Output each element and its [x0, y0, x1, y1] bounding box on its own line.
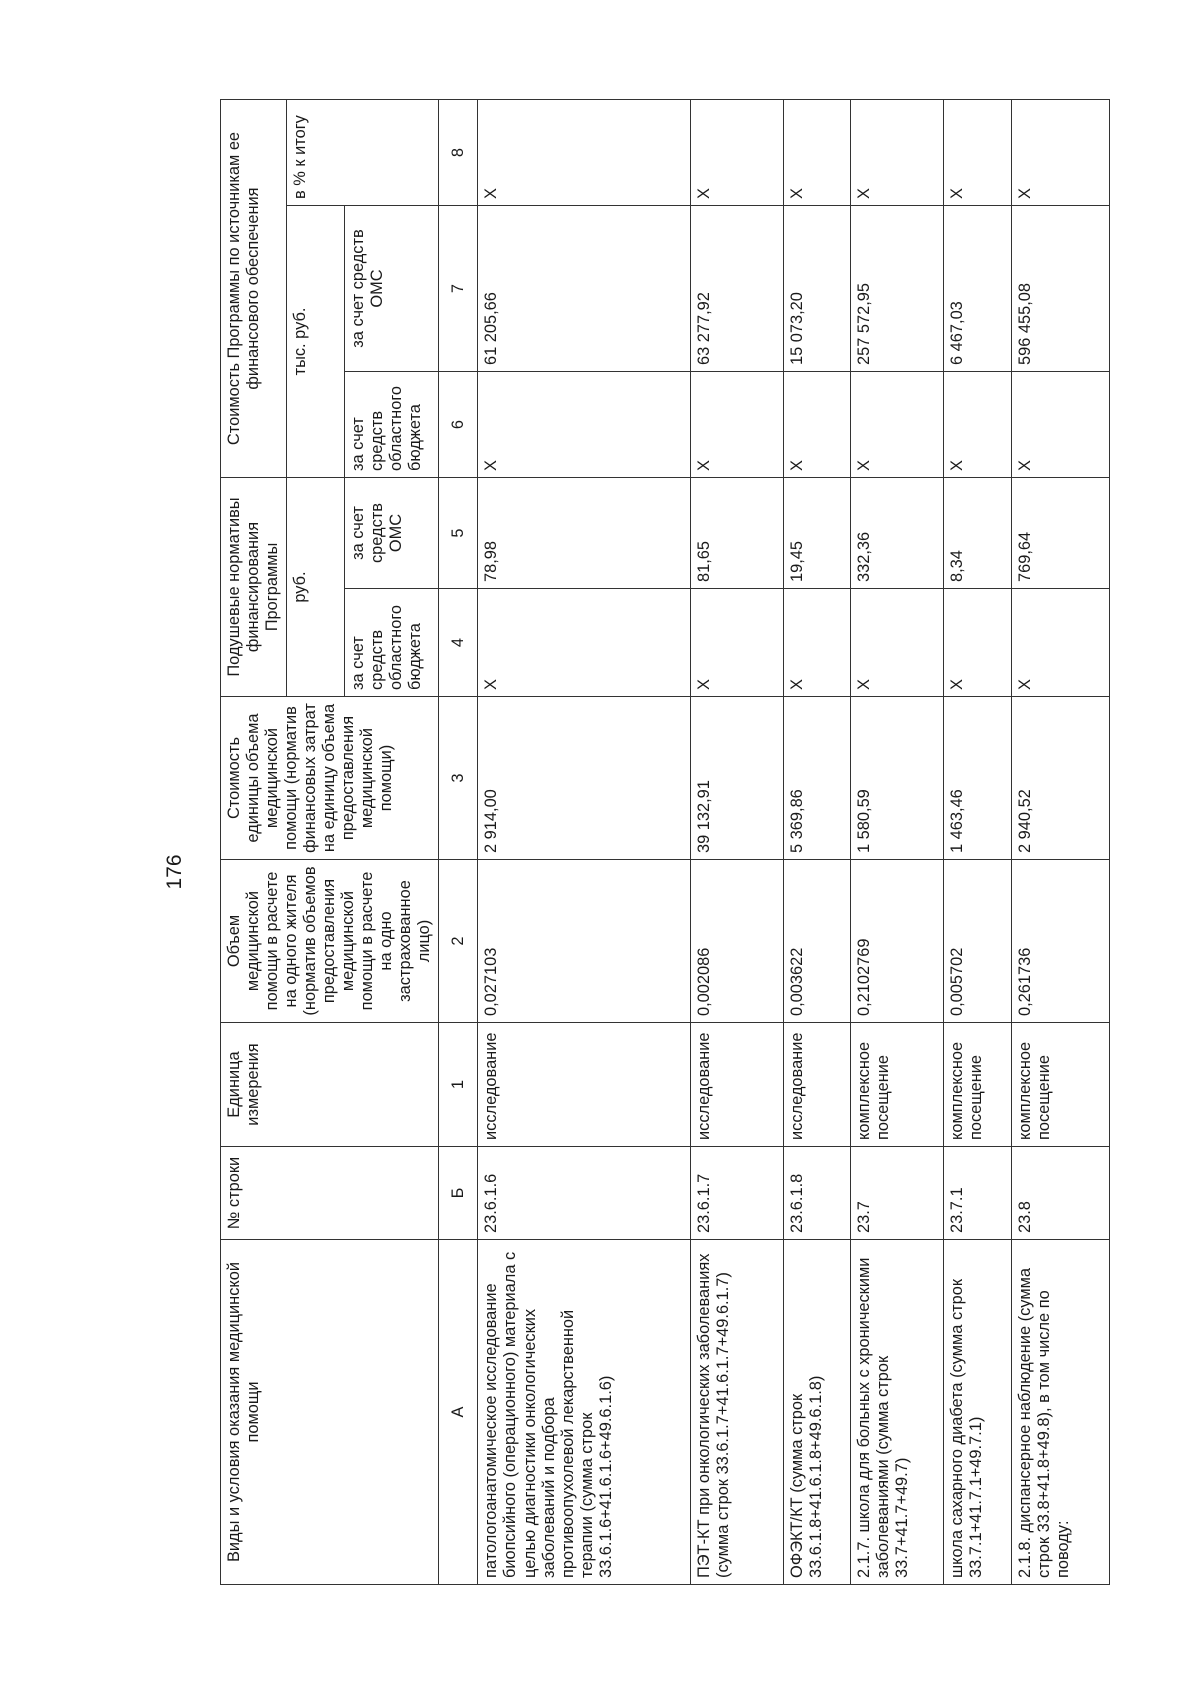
row-norm-budget: X — [851, 589, 944, 697]
row-cost-oms: 257 572,95 — [851, 206, 944, 372]
header-col-3: Стоимость единицы объема медицинской помощи (норматив финансовых затрат на единицу объема предоставления медицинской помощи) — [221, 697, 439, 860]
row-cost-budget: X — [691, 372, 784, 478]
row-description: патологоанатомическое исследование биопсийного (операционного) материала с целью диагностики онкологических заболеваний и подбора противоопухолевой лекарственной терапии (сумма строк 33.6.1.6+41.6.1.6+49.6.1.6) — [478, 1240, 691, 1585]
header-cost-oms: за счет средств ОМС — [345, 206, 439, 372]
row-norm-budget: X — [478, 589, 691, 697]
row-pct: X — [851, 100, 944, 206]
row-norm-budget: X — [691, 589, 784, 697]
row-volume: 0,003622 — [783, 860, 850, 1023]
rotated-table-container — [220, 100, 1080, 1585]
row-cost-budget: X — [943, 372, 1011, 478]
row-norm-budget: X — [1012, 589, 1110, 697]
row-description: ПЭТ-КТ при онкологических заболеваниях (сумма строк 33.6.1.7+41.6.1.7+49.6.1.7) — [691, 1240, 784, 1585]
row-cost-budget: X — [478, 372, 691, 478]
header-col-1: Единица измерения — [221, 1023, 439, 1147]
row-description: школа сахарного диабета (сумма строк 33.7.1+41.7.1+49.7.1) — [943, 1240, 1011, 1585]
row-unit: комплексное посещение — [943, 1023, 1011, 1147]
row-unit: исследование — [478, 1023, 691, 1147]
row-unit-cost: 1 463,46 — [943, 697, 1011, 860]
row-volume: 0,002086 — [691, 860, 784, 1023]
row-norm-oms: 8,34 — [943, 478, 1011, 589]
row-unit-cost: 2 914,00 — [478, 697, 691, 860]
header-col-b: № строки — [221, 1147, 439, 1240]
row-unit: комплексное посещение — [1012, 1023, 1110, 1147]
row-description: 2.1.7. школа для больных с хроническими заболеваниями (сумма строк 33.7+41.7+49.7) — [851, 1240, 944, 1585]
row-unit: комплексное посещение — [851, 1023, 944, 1147]
index-cell: 8 — [439, 100, 478, 206]
table-row — [943, 100, 1011, 1585]
index-cell: 6 — [439, 372, 478, 478]
index-cell: Б — [439, 1147, 478, 1240]
row-volume: 0,027103 — [478, 860, 691, 1023]
row-number: 23.7 — [851, 1147, 944, 1240]
index-cell: А — [439, 1240, 478, 1585]
header-norm-budget: за счет средств областного бюджета — [345, 589, 439, 697]
header-cost-budget: за счет средств областного бюджета — [345, 372, 439, 478]
row-number: 23.6.1.7 — [691, 1147, 784, 1240]
row-description: 2.1.8. диспансерное наблюдение (сумма строк 33.8+41.8+49.8), в том числе по поводу: — [1012, 1240, 1110, 1585]
row-cost-oms: 6 467,03 — [943, 206, 1011, 372]
row-norm-oms: 81,65 — [691, 478, 784, 589]
index-cell: 7 — [439, 206, 478, 372]
header-group-norms: Подушевые нормативы финансирования Программы — [221, 478, 287, 697]
row-norm-budget: X — [783, 589, 850, 697]
row-cost-oms: 596 455,08 — [1012, 206, 1110, 372]
page-number: 176 — [163, 854, 186, 890]
header-col-2: Объем медицинской помощи в расчете на одного жителя (норматив объемов предоставления медицинской помощи в расчете на одно застрахованное лицо) — [221, 860, 439, 1023]
row-pct: X — [691, 100, 784, 206]
index-cell: 4 — [439, 589, 478, 697]
table-row — [783, 100, 850, 1585]
index-cell: 3 — [439, 697, 478, 860]
header-cost-unit: тыс. руб. — [287, 206, 345, 478]
row-volume: 0,005702 — [943, 860, 1011, 1023]
row-description: ОФЭКТ/КТ (сумма строк 33.6.1.8+41.6.1.8+49.6.1.8) — [783, 1240, 850, 1585]
row-pct: X — [943, 100, 1011, 206]
row-number: 23.6.1.8 — [783, 1147, 850, 1240]
row-number: 23.6.1.6 — [478, 1147, 691, 1240]
row-cost-budget: X — [1012, 372, 1110, 478]
table-row — [691, 100, 784, 1585]
row-pct: X — [478, 100, 691, 206]
row-pct: X — [1012, 100, 1110, 206]
row-number: 23.8 — [1012, 1147, 1110, 1240]
row-norm-oms: 332,36 — [851, 478, 944, 589]
row-unit-cost: 1 580,59 — [851, 697, 944, 860]
row-volume: 0,261736 — [1012, 860, 1110, 1023]
financing-table — [220, 99, 1110, 1585]
table-row — [851, 100, 944, 1585]
row-volume: 0,2102769 — [851, 860, 944, 1023]
row-norm-oms: 19,45 — [783, 478, 850, 589]
row-unit-cost: 5 369,86 — [783, 697, 850, 860]
row-cost-oms: 61 205,66 — [478, 206, 691, 372]
header-norm-oms: за счет средств ОМС — [345, 478, 439, 589]
row-unit-cost: 39 132,91 — [691, 697, 784, 860]
row-number: 23.7.1 — [943, 1147, 1011, 1240]
row-cost-budget: X — [783, 372, 850, 478]
row-unit: исследование — [783, 1023, 850, 1147]
table-row — [1012, 100, 1110, 1585]
column-index-row — [439, 100, 478, 1585]
header-group-cost: Стоимость Программы по источникам ее финансового обеспечения — [221, 100, 287, 478]
index-cell: 2 — [439, 860, 478, 1023]
index-cell: 5 — [439, 478, 478, 589]
row-norm-oms: 769,64 — [1012, 478, 1110, 589]
table-row — [478, 100, 691, 1585]
index-cell: 1 — [439, 1023, 478, 1147]
row-cost-budget: X — [851, 372, 944, 478]
header-pct: в % к итогу — [287, 100, 439, 206]
row-unit: исследование — [691, 1023, 784, 1147]
row-unit-cost: 2 940,52 — [1012, 697, 1110, 860]
row-cost-oms: 63 277,92 — [691, 206, 784, 372]
header-norm-unit: руб. — [287, 478, 345, 697]
row-norm-budget: X — [943, 589, 1011, 697]
header-col-a: Виды и условия оказания медицинской помощи — [221, 1240, 439, 1585]
row-norm-oms: 78,98 — [478, 478, 691, 589]
row-cost-oms: 15 073,20 — [783, 206, 850, 372]
row-pct: X — [783, 100, 850, 206]
